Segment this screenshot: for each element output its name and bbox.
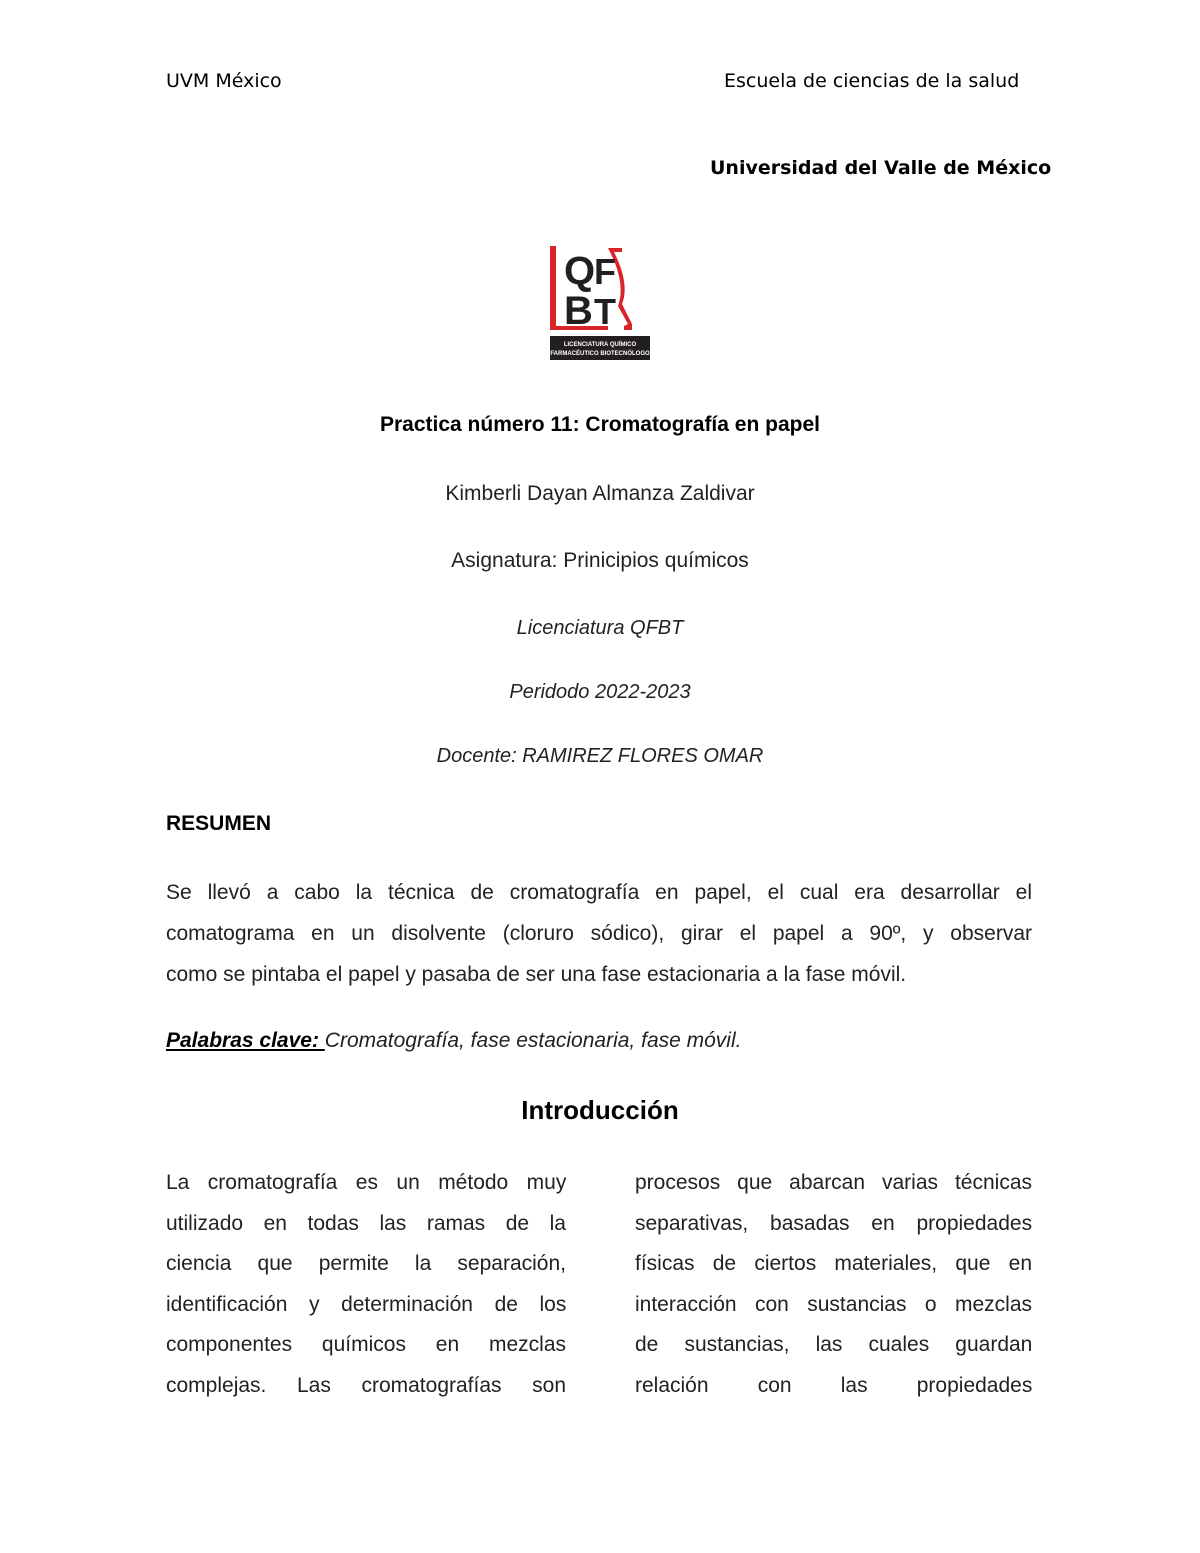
keywords-text: Cromatografía, fase estacionaria, fase móvil.	[324, 1029, 742, 1052]
logo-caption-line-1: LICENCIATURA QUÍMICO	[563, 342, 637, 348]
header-right: Escuela de ciencias de la salud	[724, 70, 1020, 92]
intro-left-line: componentes químicos en mezclas	[166, 1333, 566, 1356]
qfbt-logo-graphic	[548, 244, 652, 362]
logo-caption-line-2: FARMACÉUTICO BIOTECNÓLOGO	[550, 351, 650, 357]
abstract-heading: RESUMEN	[166, 812, 272, 835]
abstract-line: como se pintaba el papel y pasaba de ser una fase estacionaria a la fase móvil.	[166, 963, 907, 986]
intro-right-line: separativas, basadas en propiedades	[635, 1211, 1033, 1235]
logo-letter-q: Q	[564, 249, 596, 293]
intro-left-line: identificación y determinación de los	[166, 1292, 567, 1316]
keywords-line	[166, 1029, 741, 1053]
teacher-line: Docente: RAMIREZ FLORES OMAR	[436, 745, 764, 767]
degree-line: Licenciatura QFBT	[516, 617, 684, 639]
logo-letter-t: T	[594, 291, 616, 332]
intro-right-line: físicas de ciertos materiales, que en	[635, 1252, 1032, 1275]
abstract-line: Se llevó a cabo la técnica de cromatografía en papel, el cual era desarrollar el	[166, 881, 1032, 904]
intro-left-line: complejas. Las cromatografías son	[166, 1373, 566, 1397]
introduction-right-column	[635, 1163, 1032, 1406]
abstract-paragraph	[166, 872, 1032, 995]
abstract-line: comatograma en un disolvente (cloruro sódico), girar el papel a 90º, y observar	[166, 922, 1032, 945]
intro-left-line: ciencia que permite la separación,	[166, 1252, 566, 1275]
period-line: Peridodo 2022-2023	[509, 681, 691, 703]
subject-line: Asignatura: Prinicipios químicos	[451, 549, 749, 572]
intro-left-line: utilizado en todas las ramas de la	[166, 1211, 566, 1235]
qfbt-logo-icon	[548, 244, 652, 362]
logo-letter-f: F	[594, 251, 616, 292]
introduction-left-column	[166, 1163, 566, 1406]
intro-right-line: interacción con sustancias o mezclas	[635, 1292, 1032, 1316]
introduction-heading: Introducción	[521, 1095, 679, 1125]
practice-title: Practica número 11: Cromatografía en papel	[380, 413, 820, 436]
university-name: Universidad del Valle de México	[710, 157, 1052, 179]
logo-letter-b: B	[564, 289, 593, 333]
intro-left-line: La cromatografía es un método muy	[166, 1171, 567, 1194]
keywords-label: Palabras clave:	[166, 1029, 325, 1052]
intro-right-line: procesos que abarcan varias técnicas	[635, 1171, 1032, 1194]
intro-right-line: relación con las propiedades	[635, 1373, 1033, 1397]
intro-right-line: de sustancias, las cuales guardan	[635, 1333, 1033, 1356]
author-name: Kimberli Dayan Almanza Zaldivar	[445, 482, 755, 505]
header-left: UVM México	[166, 70, 282, 92]
